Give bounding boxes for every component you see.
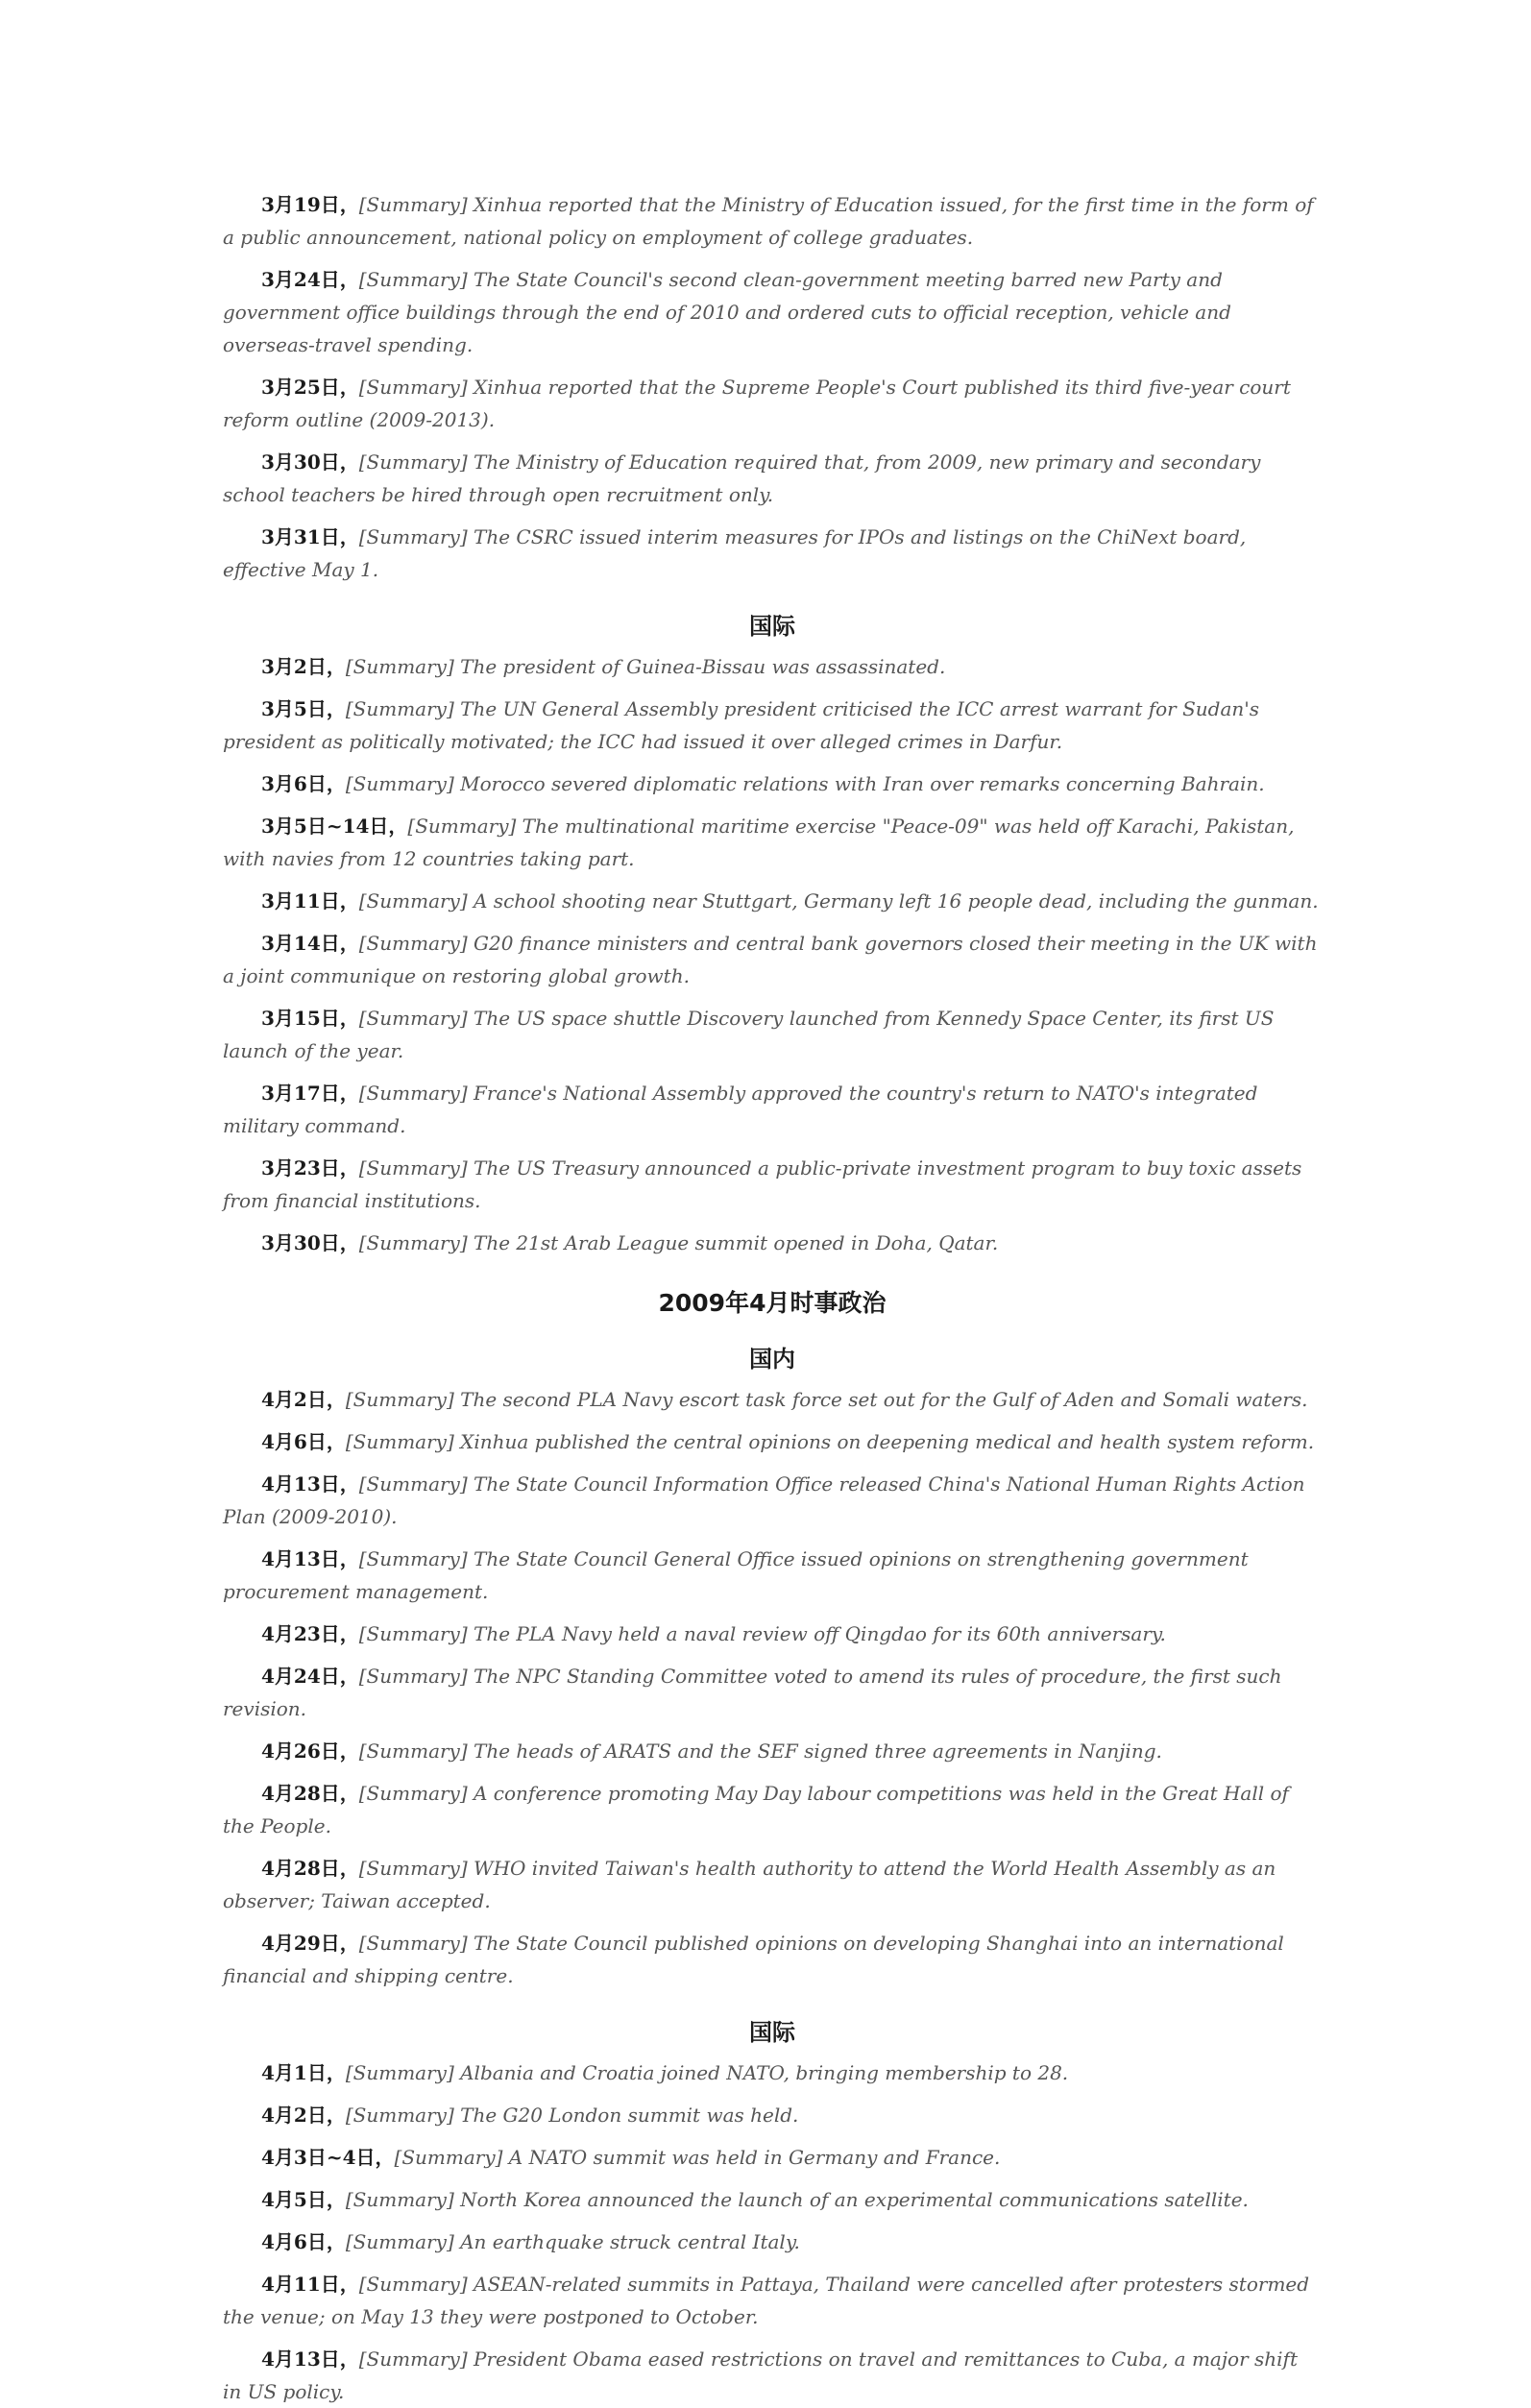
- entry-date: 3月30日，: [261, 450, 359, 474]
- news-entry: [223, 2099, 1322, 2131]
- news-entry: [223, 1927, 1322, 1992]
- entry-summary: [Summary] WHO invited Taiwan's health authority to attend the World Health Assembly as an observer; Taiwan accepted.: [223, 1857, 1276, 1912]
- news-entry: [223, 1002, 1322, 1067]
- news-entry: [223, 693, 1322, 758]
- entry-date: 4月13日，: [261, 1472, 359, 1496]
- section-heading: 国际: [749, 2019, 795, 2046]
- entry-summary: [Summary] The CSRC issued interim measures for IPOs and listings on the ChiNext board, effective May 1.: [223, 525, 1247, 581]
- entry-summary: [Summary] Morocco severed diplomatic relations with Iran over remarks concerning Bahrain.: [345, 772, 1265, 795]
- entry-summary: [Summary] President Obama eased restrictions on travel and remittances to Cuba, a major shift in US policy.: [223, 2347, 1298, 2403]
- entry-date: 3月31日，: [261, 525, 359, 548]
- entry-summary: [Summary] The State Council General Office issued opinions on strengthening government procurement management.: [223, 1547, 1249, 1603]
- entry-date: 4月13日，: [261, 1547, 359, 1570]
- entry-date: 4月11日，: [261, 2273, 359, 2296]
- entry-date: 3月11日，: [261, 889, 359, 912]
- news-entry: [223, 446, 1322, 511]
- entry-summary: [Summary] The State Council Information Office released China's National Human Rights Action Plan (2009-2010).: [223, 1472, 1305, 1528]
- section-heading: 国内: [749, 1346, 795, 1373]
- entry-summary: [Summary] France's National Assembly approved the country's return to NATO's integrated military command.: [223, 1082, 1258, 1137]
- entry-summary: [Summary] The US Treasury announced a public-private investment program to buy toxic assets from financial institutions.: [223, 1156, 1302, 1212]
- entry-summary: [Summary] Xinhua published the central opinions on deepening medical and health system reform.: [345, 1430, 1315, 1453]
- entry-summary: [Summary] The Ministry of Education required that, from 2009, new primary and secondary school teachers be hired through open recruitment only.: [223, 450, 1261, 506]
- news-entry: [223, 2226, 1322, 2258]
- entry-summary: [Summary] Xinhua reported that the Supreme People's Court published its third five-year court reform outline (2009-2013).: [223, 376, 1291, 431]
- news-entry: [223, 1468, 1322, 1533]
- entry-date: 4月2日，: [261, 1388, 346, 1411]
- news-entry: [223, 885, 1322, 917]
- entry-date: 3月19日，: [261, 193, 359, 216]
- entry-date: 3月5日~14日，: [261, 815, 408, 838]
- entry-summary: [Summary] The second PLA Navy escort task force set out for the Gulf of Aden and Somali waters.: [345, 1388, 1308, 1411]
- entry-date: 3月24日，: [261, 268, 359, 291]
- news-entry: [223, 1227, 1322, 1259]
- entry-date: 3月25日，: [261, 376, 359, 399]
- news-entry: [223, 521, 1322, 586]
- news-entry: [223, 767, 1322, 800]
- news-entry: [223, 1383, 1322, 1416]
- entry-summary: [Summary] G20 finance ministers and central bank governors closed their meeting in the UK with a joint communique on restoring global growth.: [223, 932, 1318, 987]
- news-entry: [223, 1852, 1322, 1917]
- entry-date: 3月5日，: [261, 697, 346, 720]
- entry-date: 4月29日，: [261, 1932, 359, 1955]
- news-entry: [223, 1777, 1322, 1842]
- entry-summary: [Summary] A NATO summit was held in Germany and France.: [394, 2146, 1001, 2169]
- entry-summary: [Summary] An earthquake struck central Italy.: [345, 2230, 800, 2253]
- entry-date: 4月6日，: [261, 2230, 346, 2253]
- news-entry: [223, 1735, 1322, 1767]
- news-entry: [223, 2056, 1322, 2089]
- entry-date: 4月6日，: [261, 1430, 346, 1453]
- news-entry: [223, 1077, 1322, 1142]
- news-entry: [223, 188, 1322, 254]
- entry-date: 4月26日，: [261, 1739, 359, 1763]
- entry-summary: [Summary] The G20 London summit was held.: [345, 2104, 799, 2127]
- entry-summary: [Summary] The multinational maritime exercise "Peace-09" was held off Karachi, Pakistan, with navies from 12 countries taking part.: [223, 815, 1295, 870]
- news-entry: [223, 2141, 1322, 2174]
- entry-summary: [Summary] A conference promoting May Day labour competitions was held in the Great Hall of the People.: [223, 1782, 1289, 1837]
- entry-date: 4月13日，: [261, 2347, 359, 2371]
- entry-summary: [Summary] The NPC Standing Committee voted to amend its rules of procedure, the first such revision.: [223, 1665, 1282, 1720]
- entry-summary: [Summary] The UN General Assembly president criticised the ICC arrest warrant for Sudan's president as politically motivated; the ICC had issued it over alleged crimes in Darfur.: [223, 697, 1260, 753]
- news-entry: [223, 1617, 1322, 1650]
- news-entry: [223, 650, 1322, 683]
- news-entry: [223, 263, 1322, 361]
- entry-summary: [Summary] The 21st Arab League summit opened in Doha, Qatar.: [358, 1231, 999, 1254]
- entry-date: 4月1日，: [261, 2061, 346, 2084]
- entry-date: 4月28日，: [261, 1857, 359, 1880]
- entry-date: 4月23日，: [261, 1622, 359, 1645]
- news-entry: [223, 2268, 1322, 2333]
- news-entry: [223, 2183, 1322, 2216]
- entry-date: 4月28日，: [261, 1782, 359, 1805]
- entry-date: 3月30日，: [261, 1231, 359, 1254]
- entry-date: 3月14日，: [261, 932, 359, 955]
- entry-summary: [Summary] Xinhua reported that the Ministry of Education issued, for the first time in the form of a public announcement, national policy on employment of college graduates.: [223, 193, 1314, 249]
- section-heading: 2009年4月时事政治: [658, 1289, 887, 1317]
- entry-date: 3月23日，: [261, 1156, 359, 1180]
- entry-summary: [Summary] The US space shuttle Discovery launched from Kennedy Space Center, its first US launch of the year.: [223, 1007, 1275, 1062]
- section-heading: 国际: [749, 613, 795, 640]
- entry-summary: [Summary] A school shooting near Stuttgart, Germany left 16 people dead, including the gunman.: [358, 889, 1319, 912]
- entry-summary: [Summary] North Korea announced the launch of an experimental communications satellite.: [345, 2188, 1249, 2211]
- news-entry: [223, 2343, 1322, 2408]
- news-entry: [223, 371, 1322, 436]
- entry-date: 3月2日，: [261, 655, 346, 678]
- news-entry: [223, 1660, 1322, 1725]
- document-body: [223, 188, 1322, 2408]
- entry-date: 4月2日，: [261, 2104, 346, 2127]
- entry-date: 4月5日，: [261, 2188, 346, 2211]
- entry-summary: [Summary] Albania and Croatia joined NATO, bringing membership to 28.: [345, 2061, 1069, 2084]
- news-entry: [223, 1425, 1322, 1458]
- entry-date: 4月3日~4日，: [261, 2146, 395, 2169]
- news-entry: [223, 1152, 1322, 1217]
- entry-summary: [Summary] The heads of ARATS and the SEF signed three agreements in Nanjing.: [358, 1739, 1162, 1763]
- entry-date: 3月17日，: [261, 1082, 359, 1105]
- news-entry: [223, 1543, 1322, 1608]
- entry-summary: [Summary] The State Council published opinions on developing Shanghai into an international financial and shipping centre.: [223, 1932, 1284, 1987]
- news-entry: [223, 810, 1322, 875]
- entry-summary: [Summary] The PLA Navy held a naval review off Qingdao for its 60th anniversary.: [358, 1622, 1166, 1645]
- entry-summary: [Summary] The State Council's second clean-government meeting barred new Party and government office buildings through the end of 2010 and ordered cuts to official reception, vehicle and overseas-travel spending.: [223, 268, 1231, 356]
- entry-date: 3月6日，: [261, 772, 346, 795]
- entry-date: 4月24日，: [261, 1665, 359, 1688]
- entry-date: 3月15日，: [261, 1007, 359, 1030]
- entry-summary: [Summary] ASEAN-related summits in Pattaya, Thailand were cancelled after protesters stormed the venue; on May 13 they were postponed to October.: [223, 2273, 1310, 2328]
- entry-summary: [Summary] The president of Guinea-Bissau was assassinated.: [345, 655, 946, 678]
- news-entry: [223, 927, 1322, 992]
